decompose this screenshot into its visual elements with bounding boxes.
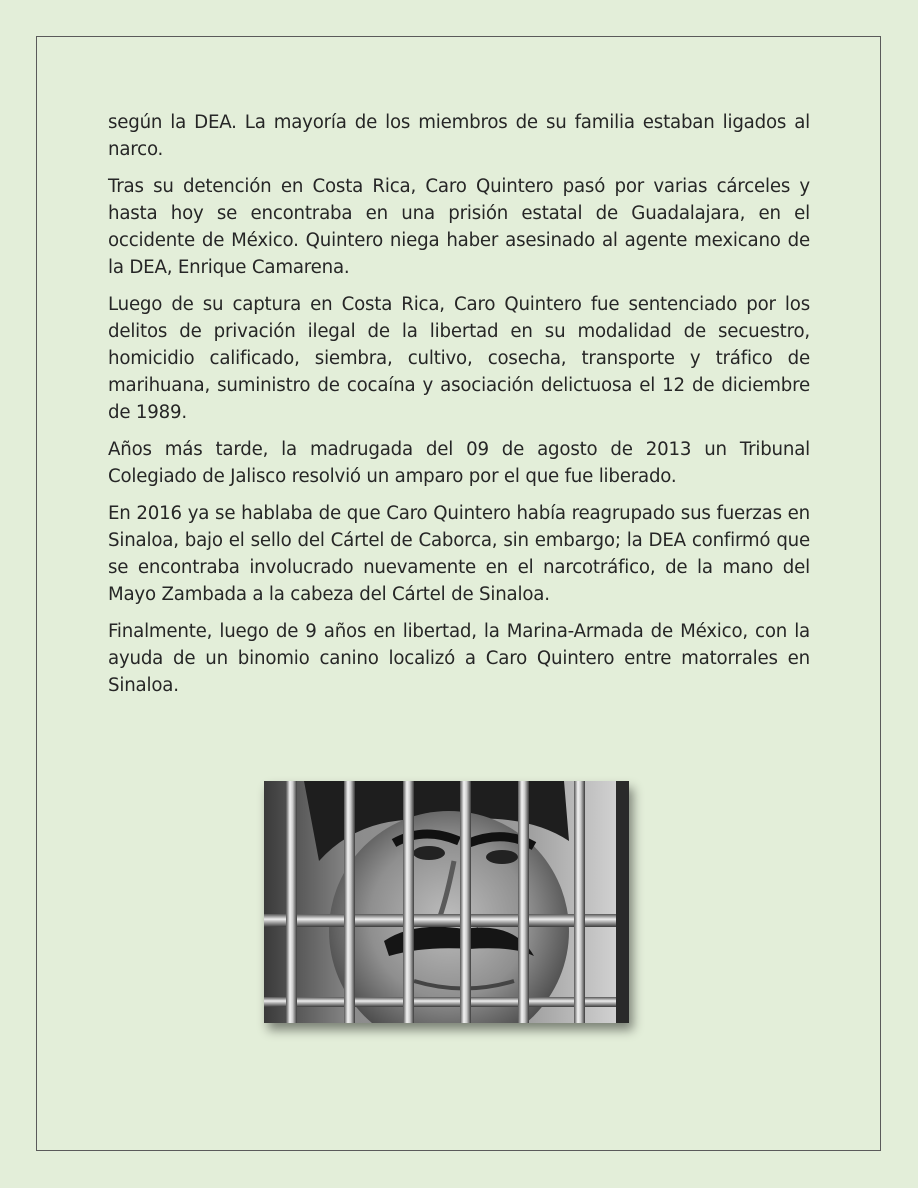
paragraph-2: Tras su detención en Costa Rica, Caro Quintero pasó por varias cárceles y hasta hoy se encontraba en una prisión estatal de Guadalajara, en el occidente de México. Quintero niega haber asesinado al agente mexicano de la DEA, Enrique Camarena.	[108, 176, 810, 278]
paragraph-4: Años más tarde, la madrugada del 09 de agosto de 2013 un Tribunal Colegiado de Jalisco resolvió un amparo por el que fue liberado.	[108, 439, 810, 487]
prison-bars-photo	[264, 781, 629, 1023]
paragraph-6: Finalmente, luego de 9 años en libertad, la Marina-Armada de México, con la ayuda de un binomio canino localizó a Caro Quintero entre matorrales en Sinaloa.	[108, 621, 810, 696]
paragraph-1: según la DEA. La mayoría de los miembros de su familia estaban ligados al narco.	[108, 112, 810, 160]
paragraph-3: Luego de su captura en Costa Rica, Caro Quintero fue sentenciado por los delitos de privación ilegal de la libertad en su modalidad de secuestro, homicidio calificado, siembra, cultivo, cosecha, transporte y tráfico de marihuana, suministro de cocaína y asociación delictuosa el 12 de diciembre de 1989.	[108, 294, 810, 423]
article-body	[108, 109, 810, 709]
paragraph-5: En 2016 ya se hablaba de que Caro Quintero había reagrupado sus fuerzas en Sinaloa, bajo el sello del Cártel de Caborca, sin embargo; la DEA confirmó que se encontraba involucrado nuevamente en el narcotráfico, de la mano del Mayo Zambada a la cabeza del Cártel de Sinaloa.	[108, 503, 810, 605]
